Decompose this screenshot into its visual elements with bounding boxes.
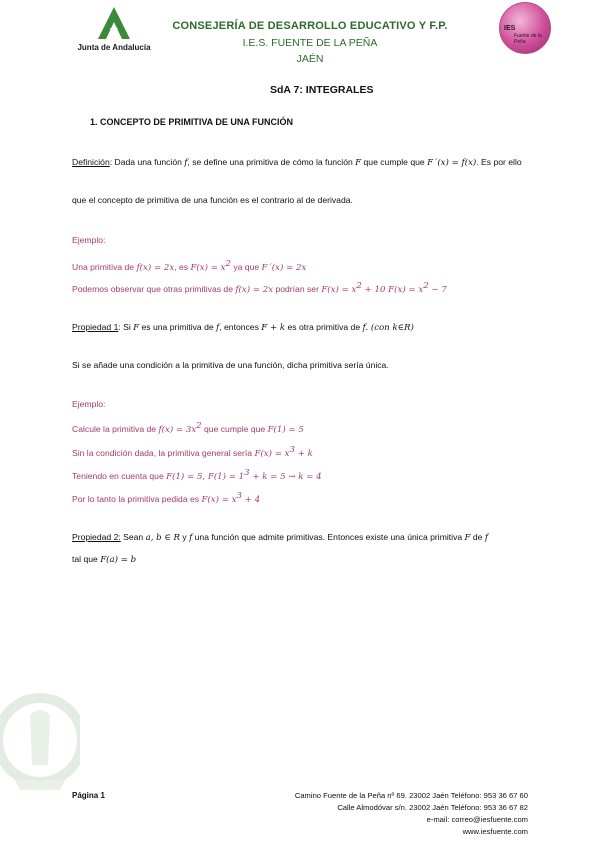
ies-fuente-logo — [499, 2, 551, 54]
footer-email: e-mail: correo@iesfuente.com — [426, 815, 528, 824]
property-2-line-2: tal que F(a) = b — [72, 554, 137, 565]
header-consejeria: CONSEJERÍA DE DESARROLLO EDUCATIVO Y F.P. — [172, 20, 448, 32]
example-1-label: Ejemplo: — [72, 235, 106, 245]
example-1-line-2: Podemos observar que otras primitivas de f(x) = 2x podrían ser $F(x) = x^2 + 10$ $F(x) = x^2 - 7$ — [72, 281, 447, 295]
example-2-line-1: Calcule la primitiva de $f(x) = 3x^2$ que cumple que F(1) = 5 — [72, 421, 304, 435]
header-city: JAÉN — [296, 53, 324, 65]
document-title: SdA 7: INTEGRALES — [270, 84, 374, 96]
ies-logo-text: IES — [504, 25, 516, 32]
junta-andalucia-emblem-icon — [96, 6, 132, 40]
example-2-line-2: Sin la condición dada, la primitiva general sería $F(x) = x^3 + k$ — [72, 445, 313, 459]
property-2-label: Propiedad 2: — [72, 532, 121, 542]
ies-logo-subtext: Fuente de la Peña — [514, 33, 542, 45]
property-1-label: Propiedad 1 — [72, 322, 119, 332]
example-1-line-1: Una primitiva de f(x) = 2x, es $F(x) = x^2$ ya que F´(x) = 2x — [72, 259, 307, 273]
footer-web: www.iesfuente.com — [462, 827, 528, 836]
condition-text: Si se añade una condición a la primitiva de una función, dicha primitiva sería única. — [72, 360, 389, 370]
definition-line-2: que el concepto de primitiva de una función es el contrario al de derivada. — [72, 195, 353, 205]
definition-line-1: Definición: Dada una función f, se define una primitiva de cómo la función F que cumple que F´(x) = f(x). Es por ello — [72, 157, 522, 168]
example-2-line-4: Por lo tanto la primitiva pedida es $F(x) = x^3 + 4$ — [72, 491, 261, 505]
footer-address-1: Camino Fuente de la Peña nº 69. 23002 Jaén Teléfono: 953 36 67 60 — [294, 791, 528, 800]
definition-label: Definición — [72, 157, 110, 167]
property-1: Propiedad 1: Si F es una primitiva de f, entonces F + k es otra primitiva de f. (con k∈R) — [72, 322, 414, 333]
header-school: I.E.S. FUENTE DE LA PEÑA — [242, 37, 378, 49]
section-title: 1. CONCEPTO DE PRIMITIVA DE UNA FUNCIÓN — [90, 117, 294, 127]
example-2-label: Ejemplo: — [72, 399, 106, 409]
logo-caption: Junta de Andalucía — [77, 43, 151, 52]
footer-address-2: Calle Almodóvar s/n. 23002 Jaén Teléfono: 953 36 67 82 — [337, 803, 528, 812]
example-2-line-3: Teniendo en cuenta que F(1) = 5, $F(1) = 1^3 + k = 5 \to k = 4$ — [72, 468, 322, 482]
property-2-line-1: Propiedad 2: Sean a, b ∈ R y f una función que admite primitivas. Entonces existe una única primitiva F de f — [72, 532, 489, 543]
page-number: Página 1 — [72, 791, 105, 800]
andalucia-watermark-icon — [0, 685, 80, 795]
